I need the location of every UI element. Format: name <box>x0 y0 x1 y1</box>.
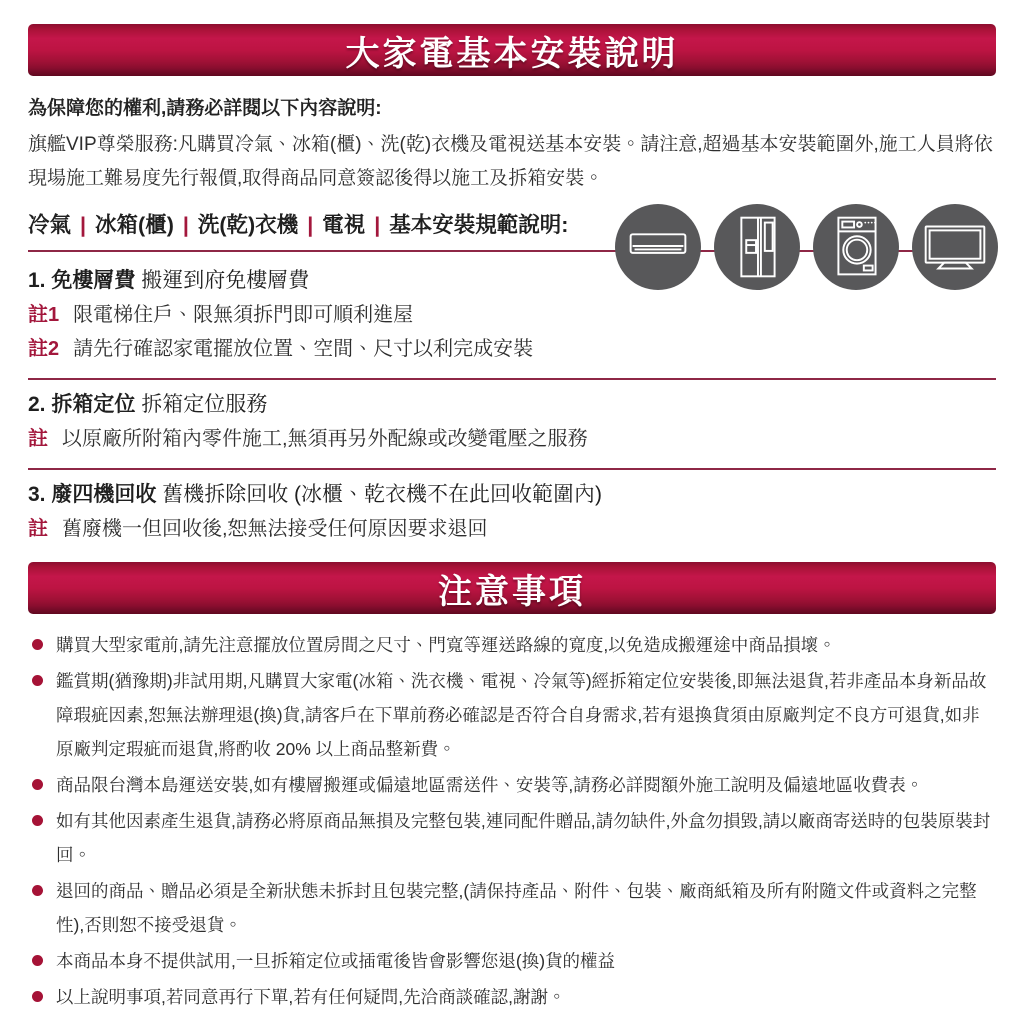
bullet-text: 鑑賞期(猶豫期)非試用期,凡購買大家電(冰箱、洗衣機、電視、冷氣等)經拆箱定位安裝後,即無法退貨,若非產品本身新品故障瑕疵因素,恕無法辦理退(換)貨,請客戶在下單前務必確認是否符合自身需求,若有退換貨須由原廠判定不良方可退貨,如非原廠判定瑕疵而退貨,將酌收 20% 以上商品整新費。 <box>56 671 987 759</box>
bullet-dot-icon <box>32 779 43 790</box>
section-number: 2. <box>28 393 46 416</box>
list-item <box>28 804 996 872</box>
bullet-text: 如有其他因素產生退貨,請務必將原商品無損及完整包裝,連同配件贈品,請勿缺件,外盒勿損毀,請以廠商寄送時的包裝原裝封回。 <box>56 811 991 865</box>
bullet-dot-icon <box>32 815 43 826</box>
appliance-icon-strip <box>615 204 998 290</box>
list-item <box>28 768 996 802</box>
bullet-text: 退回的商品、贈品必須是全新狀態未拆封且包裝完整,(請保持產品、附件、包裝、廠商紙箱及所有附隨文件或資料之完整性),否則恕不接受退貨。 <box>56 881 977 935</box>
note-text: 以原廠所附箱內零件施工,無須再另外配線或改變電壓之服務 <box>62 428 588 450</box>
note-row <box>28 298 996 332</box>
note-text: 限電梯住戶、限無須拆門即可順利進屋 <box>73 304 414 326</box>
page-title: 大家電基本安裝說明 <box>345 34 679 73</box>
category-item: 電視 <box>322 213 366 237</box>
note-row <box>28 332 996 366</box>
bullet-text: 商品限台灣本島運送安裝,如有樓層搬運或偏遠地區需送件、安裝等,請務必詳閱額外施工說明及偏遠地區收費表。 <box>56 775 924 795</box>
section-title <box>28 478 996 512</box>
bullet-dot-icon <box>32 639 43 650</box>
section-subtitle: 搬運到府免樓層費 <box>141 269 310 292</box>
section-name: 拆箱定位 <box>51 393 136 416</box>
list-item <box>28 664 996 766</box>
section-name: 免樓層費 <box>51 269 136 292</box>
category-item: 洗(乾)衣機 <box>197 213 299 237</box>
section-subtitle: 舊機拆除回收 (冰櫃、乾衣機不在此回收範圍內) <box>162 483 603 506</box>
list-item <box>28 980 996 1014</box>
notice-bullet-list <box>28 628 996 1014</box>
intro-block <box>28 92 996 196</box>
bullet-text: 購買大型家電前,請先注意擺放位置房間之尺寸、門寬等運送路線的寬度,以免造成搬運途中商品損壞。 <box>56 635 836 655</box>
section-subtitle: 拆箱定位服務 <box>141 393 268 416</box>
category-item: 冰箱(櫃) <box>95 213 174 237</box>
bullet-dot-icon <box>32 675 43 686</box>
pipe-separator: | <box>80 213 87 237</box>
section-number: 1. <box>28 269 46 292</box>
bullet-text: 本商品本身不提供試用,一旦拆箱定位或插電後皆會影響您退(換)貨的權益 <box>56 951 616 971</box>
note-text: 請先行確認家電擺放位置、空間、尺寸以利完成安裝 <box>73 338 534 360</box>
pipe-separator: | <box>182 213 189 237</box>
note-label: 註1 <box>28 304 60 326</box>
category-row <box>28 208 996 256</box>
note-row <box>28 512 996 546</box>
section-old-appliance-recycle <box>28 470 996 552</box>
pipe-separator: | <box>307 213 314 237</box>
bullet-dot-icon <box>32 885 43 896</box>
air-conditioner-icon <box>615 204 701 290</box>
bullet-dot-icon <box>32 991 43 1002</box>
notice-title-banner <box>28 562 996 614</box>
main-title-banner <box>28 24 996 76</box>
note-label: 註 <box>28 428 48 450</box>
note-text: 舊廢機一但回收後,恕無法接受任何原因要求退回 <box>62 518 488 540</box>
pipe-separator: | <box>374 213 381 237</box>
category-item: 基本安裝規範說明: <box>389 213 569 237</box>
category-item: 冷氣 <box>28 213 72 237</box>
section-title <box>28 388 996 422</box>
bullet-dot-icon <box>32 955 43 966</box>
intro-lead: 為保障您的權利,請務必詳閱以下內容說明: <box>28 98 382 119</box>
tv-icon <box>912 204 998 290</box>
section-name: 廢四機回收 <box>51 483 157 506</box>
list-item <box>28 628 996 662</box>
note-label: 註2 <box>28 338 60 360</box>
list-item <box>28 944 996 978</box>
intro-body: 旗艦VIP尊榮服務:凡購買冷氣、冰箱(櫃)、洗(乾)衣機及電視送基本安裝。請注意,超過基本安裝範圍外,施工人員將依現場施工難易度先行報價,取得商品同意簽認後得以施工及拆箱安裝。 <box>28 134 993 189</box>
washing-machine-icon <box>813 204 899 290</box>
note-row <box>28 422 996 456</box>
list-item <box>28 874 996 942</box>
note-label: 註 <box>28 518 48 540</box>
refrigerator-icon <box>714 204 800 290</box>
notice-title: 注意事項 <box>438 572 586 611</box>
bullet-text: 以上說明事項,若同意再行下單,若有任何疑問,先洽商談確認,謝謝。 <box>56 987 566 1007</box>
section-number: 3. <box>28 483 46 506</box>
section-unbox-positioning <box>28 380 996 470</box>
